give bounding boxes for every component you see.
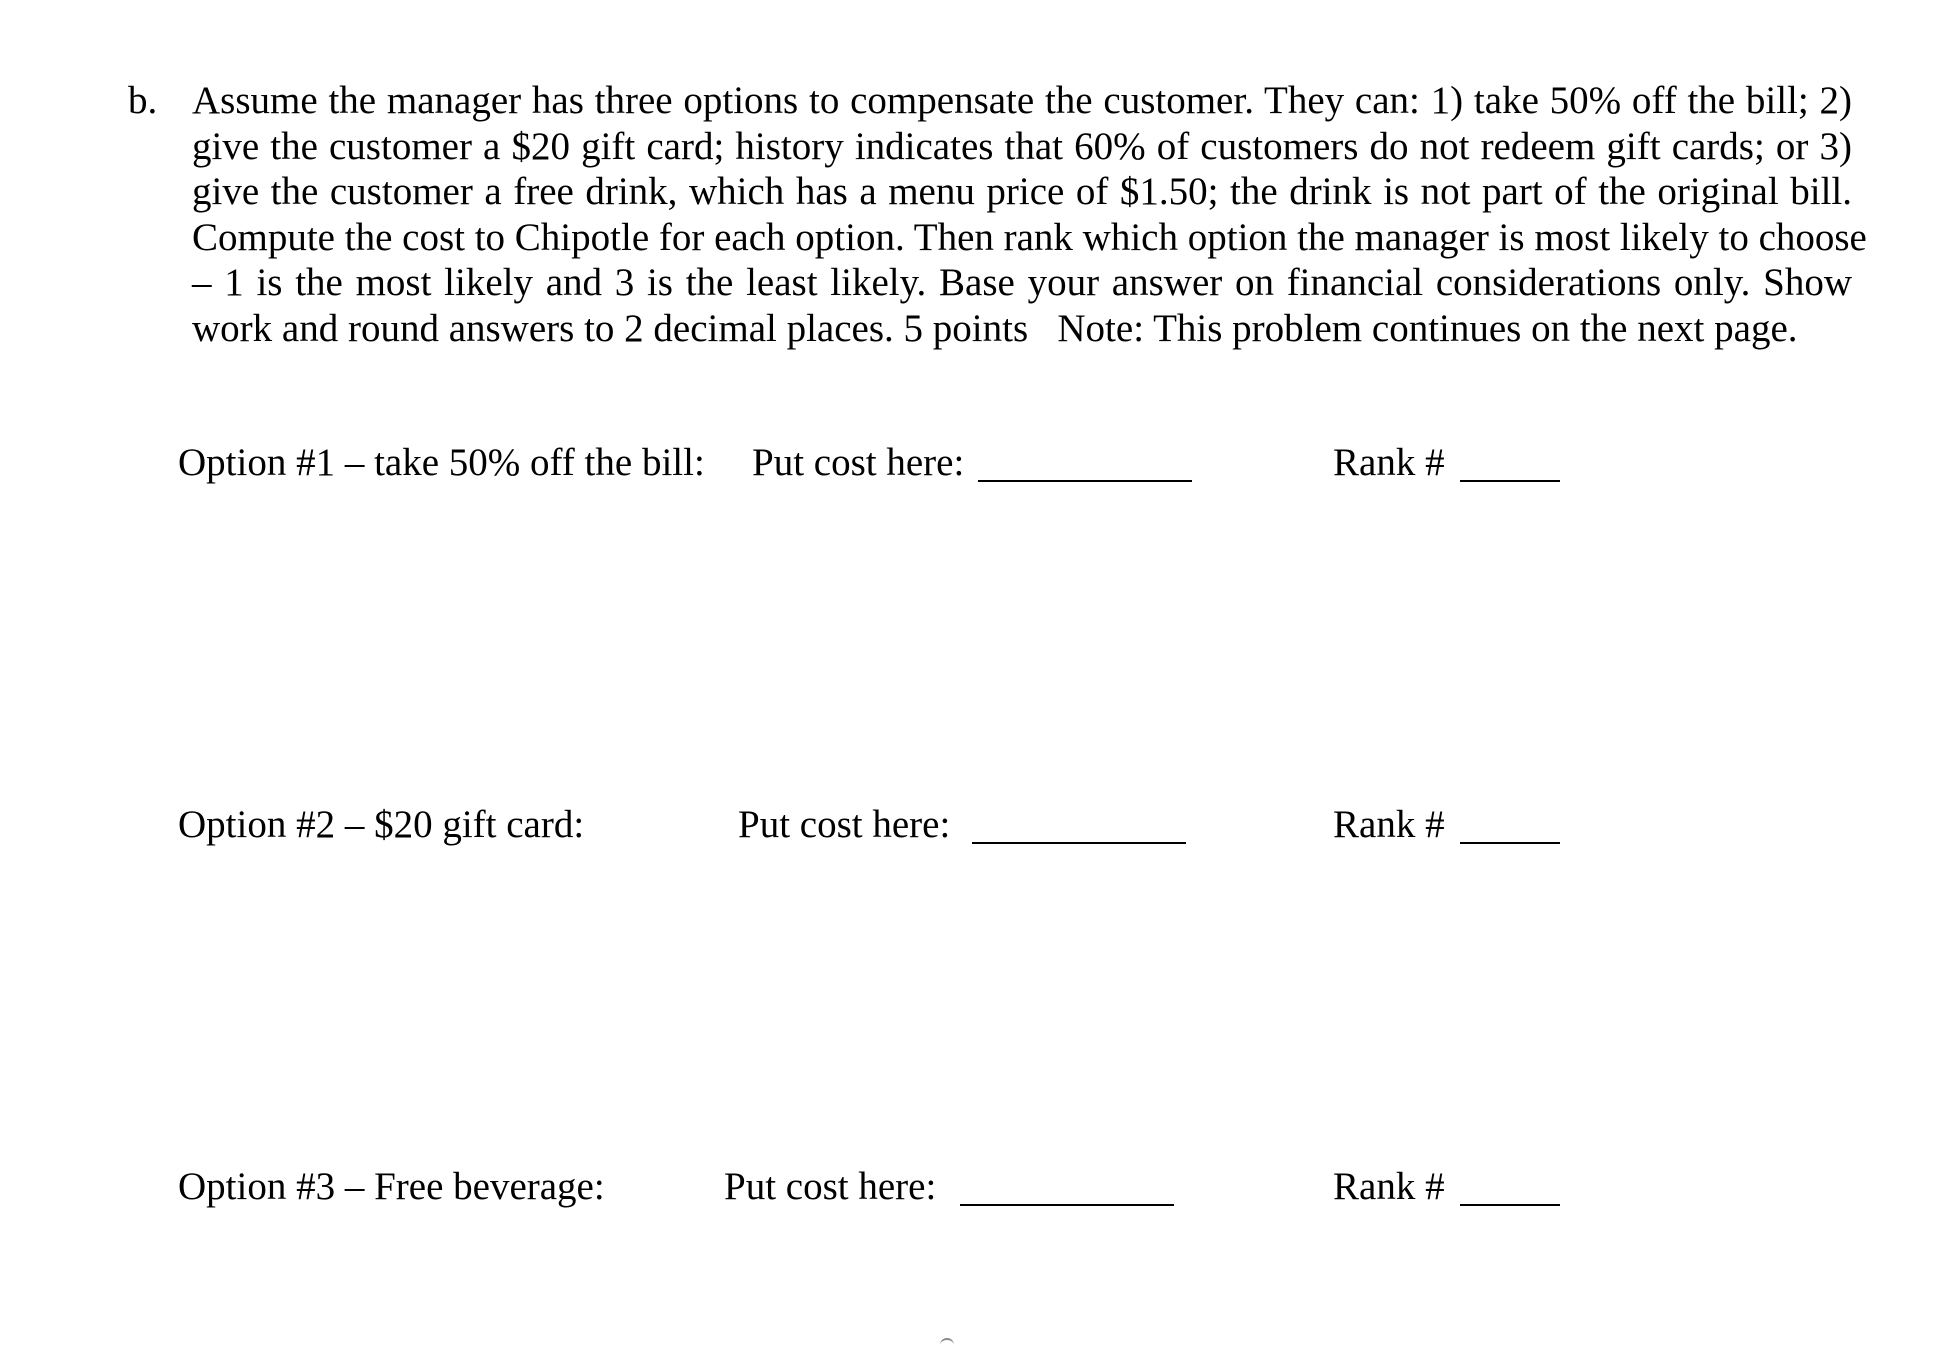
option-2-cost-label: Put cost here: bbox=[738, 803, 951, 846]
option-2-cost-blank[interactable] bbox=[972, 842, 1186, 844]
option-2-row bbox=[0, 800, 1956, 860]
problem-letter: b. bbox=[128, 79, 158, 122]
problem-line-4: Compute the cost to Chipotle for each option. Then rank which option the manager is most likely to choose bbox=[192, 215, 1867, 259]
page-edge-mark bbox=[940, 1338, 954, 1348]
option-1-row bbox=[0, 438, 1956, 498]
problem-line-1: Assume the manager has three options to compensate the customer. They can: 1) take 50% off the bill; 2) bbox=[192, 79, 1852, 122]
option-3-label: Option #3 – Free beverage: bbox=[178, 1165, 605, 1208]
option-2-rank-blank[interactable] bbox=[1460, 842, 1560, 844]
option-1-cost-label: Put cost here: bbox=[752, 441, 965, 484]
option-3-rank-blank[interactable] bbox=[1460, 1204, 1560, 1206]
option-1-rank-label: Rank # bbox=[1333, 441, 1445, 484]
option-3-rank-label: Rank # bbox=[1333, 1165, 1445, 1208]
option-3-row bbox=[0, 1162, 1956, 1222]
option-3-cost-label: Put cost here: bbox=[724, 1165, 937, 1208]
option-3-cost-blank[interactable] bbox=[960, 1204, 1174, 1206]
option-2-label: Option #2 – $20 gift card: bbox=[178, 803, 585, 846]
problem-line-5: – 1 is the most likely and 3 is the least likely. Base your answer on financial considerations only. Show bbox=[192, 261, 1852, 304]
problem-line-3: give the customer a free drink, which has a menu price of $1.50; the drink is not part of the original bill. bbox=[192, 170, 1852, 213]
problem-line-6: work and round answers to 2 decimal places. 5 points Note: This problem continues on the next page. bbox=[192, 306, 1798, 350]
option-1-rank-blank[interactable] bbox=[1460, 480, 1560, 482]
problem-line-2: give the customer a $20 gift card; history indicates that 60% of customers do not redeem gift cards; or 3) bbox=[192, 124, 1852, 168]
option-2-rank-label: Rank # bbox=[1333, 803, 1445, 846]
option-1-label: Option #1 – take 50% off the bill: bbox=[178, 441, 705, 484]
problem-text bbox=[192, 78, 1867, 351]
option-1-cost-blank[interactable] bbox=[978, 480, 1192, 482]
